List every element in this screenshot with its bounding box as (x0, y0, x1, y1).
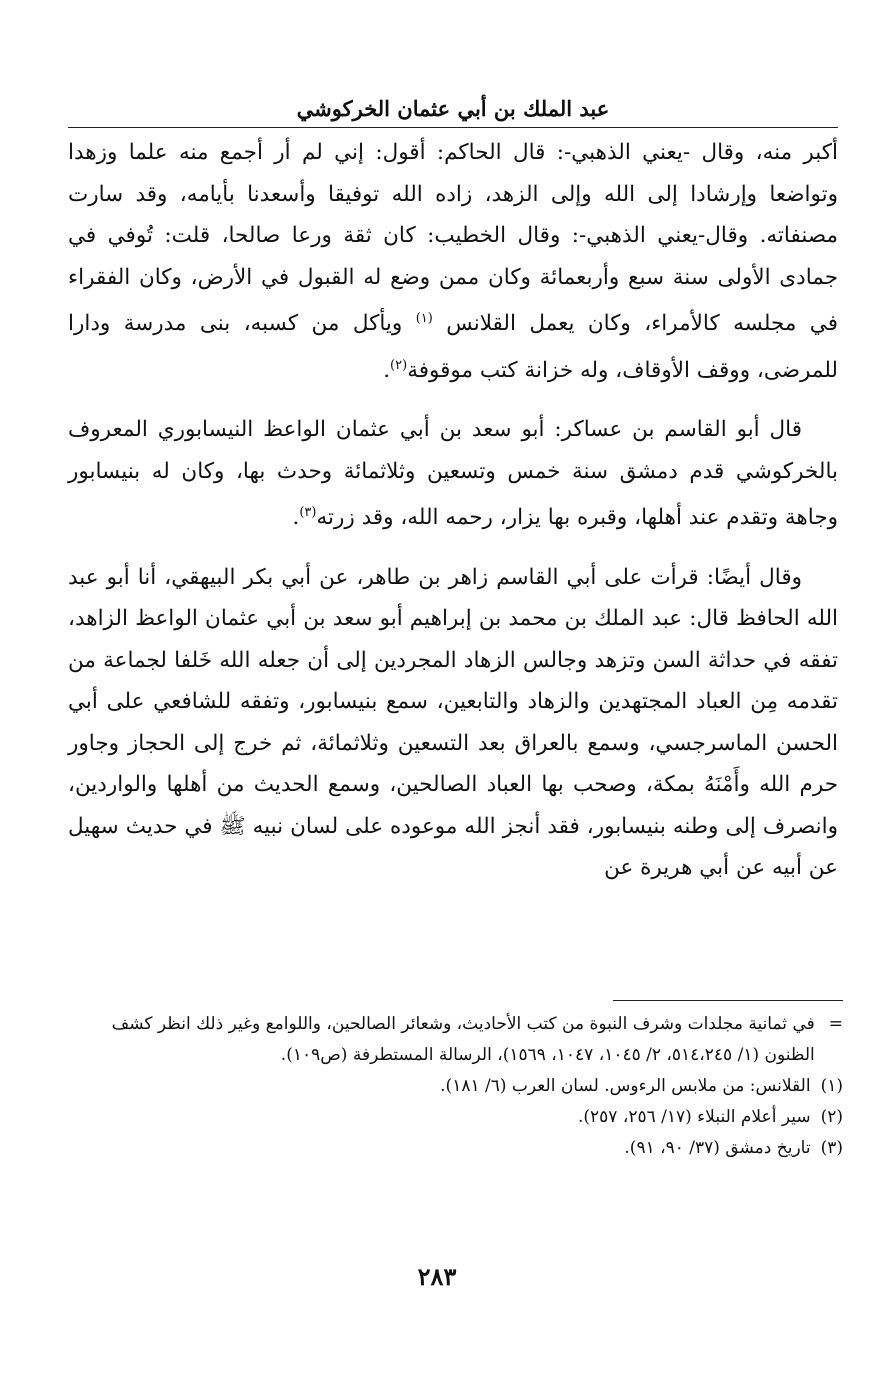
footnote-ref-3[interactable]: (٣) (299, 505, 317, 521)
paragraph-2 (68, 409, 838, 539)
footnote-3-number: (٣) (820, 1138, 843, 1158)
running-header: عبد الملك بن أبي عثمان الخركوشي (68, 96, 838, 128)
footnote-continuation (68, 1009, 843, 1071)
paragraph-1 (68, 132, 838, 391)
footnote-2-number: (٢) (820, 1107, 843, 1127)
footnote-ref-1[interactable]: (١) (415, 311, 433, 326)
paragraph-2-end: . (292, 505, 300, 531)
footnotes-section (68, 1000, 843, 1164)
paragraph-3-text: وقال أيضًا: قرأت على أبي القاسم زاهر بن طاهر، عن أبي بكر البيهقي، أنا أبو عبد الله الحافظ قال: عبد الملك بن محمد بن إبراهيم أبو سعد بن أبي عثمان الواعظ الزاهد، تفقه في حداثة السن وتزهد وجالس الزهاد المجردين إلى أن جعله الله خَلفا لجماعة من تقدمه مِن العباد المجتهدين والزهاد والتابعين، سمع بنيسابور، وتفقه للشافعي على أبي الحسن الماسرجسي، وسمع بالعراق بعد التسعين وثلاثمائة، ثم خرج إلى الحجاز وجاور حرم الله وأَمْنَهُ بمكة، وصحب بها العباد الصالحين، وسمع الحديث من أهلها والواردين، وانصرف إلى وطنه بنيسابور، فقد أنجز الله موعوده على لسان نبيه ﷺ في حديث سهيل عن أبيه عن أبي هريرة عن (68, 564, 838, 881)
footnote-3 (68, 1133, 843, 1164)
footnote-3-text: تاريخ دمشق (٣٧/ ٩٠، ٩١). (624, 1138, 811, 1158)
page-number: ٢٨٣ (417, 1262, 457, 1291)
paragraph-1-text: أكبر منه، وقال -يعني الذهبي-: قال الحاكم: أقول: إني لم أر أجمع منه علما وزهدا وتواضعا وإرشادا إلى الله وإلى الزهد، زاده الله توفيقا وأسعدنا بأيامه، وقد سارت مصنفاته. وقال-يعني الذهبي-: وقال الخطيب: كان ثقة ورعا صالحا، قلت: تُوفي في جمادى الأولى سنة سبع وأربعمائة وكان ممن وضع له القبول في الأرض، وكان الفقراء في مجلسه كالأمراء، وكان يعمل القلانس (68, 140, 838, 337)
paragraph-3 (68, 557, 838, 889)
footnote-2-text: سير أعلام النبلاء (١٧/ ٢٥٦، ٢٥٧). (577, 1107, 811, 1127)
continuation-mark: = (828, 1014, 843, 1034)
footnote-2 (68, 1102, 843, 1133)
paragraph-1-text-cont: ويأكل من كسبه، بنى مدرسة ودارا للمرضى، ووقف الأوقاف، وله خزانة كتب موقوفة (68, 311, 838, 383)
footnotes (68, 1009, 843, 1164)
page-content (68, 96, 838, 889)
paragraph-1-end: . (383, 357, 391, 383)
footnote-1 (68, 1071, 843, 1102)
footnote-continuation-text: في ثمانية مجلدات وشرف النبوة من كتب الأحاديث، وشعائر الصالحين، واللوامع وغير ذلك انظر كشف الظنون (١/ ٥١٤،٢٤٥، ٢/ ١٠٤٥، ١٠٤٧، ١٥٦٩)، الرسالة المستطرفة (ص١٠٩). (111, 1014, 815, 1065)
paragraph-2-text: قال أبو القاسم بن عساكر: أبو سعد بن أبي عثمان الواعظ النيسابوري المعروف بالخركوشي قدم دمشق سنة خمس وتسعين وثلاثمائة وحدث بها، وكان له بنيسابور وجاهة وتقدم عند أهلها، وقبره بها يزار، رحمه الله، وقد زرته (68, 417, 838, 531)
footnote-ref-2[interactable]: (٢) (390, 357, 408, 373)
footnote-1-text: القلانس: من ملابس الرءوس. لسان العرب (٦/ ١٨١). (440, 1076, 811, 1096)
main-text (68, 132, 838, 889)
footnote-separator (613, 1000, 843, 1001)
footnote-1-number: (١) (820, 1076, 843, 1096)
